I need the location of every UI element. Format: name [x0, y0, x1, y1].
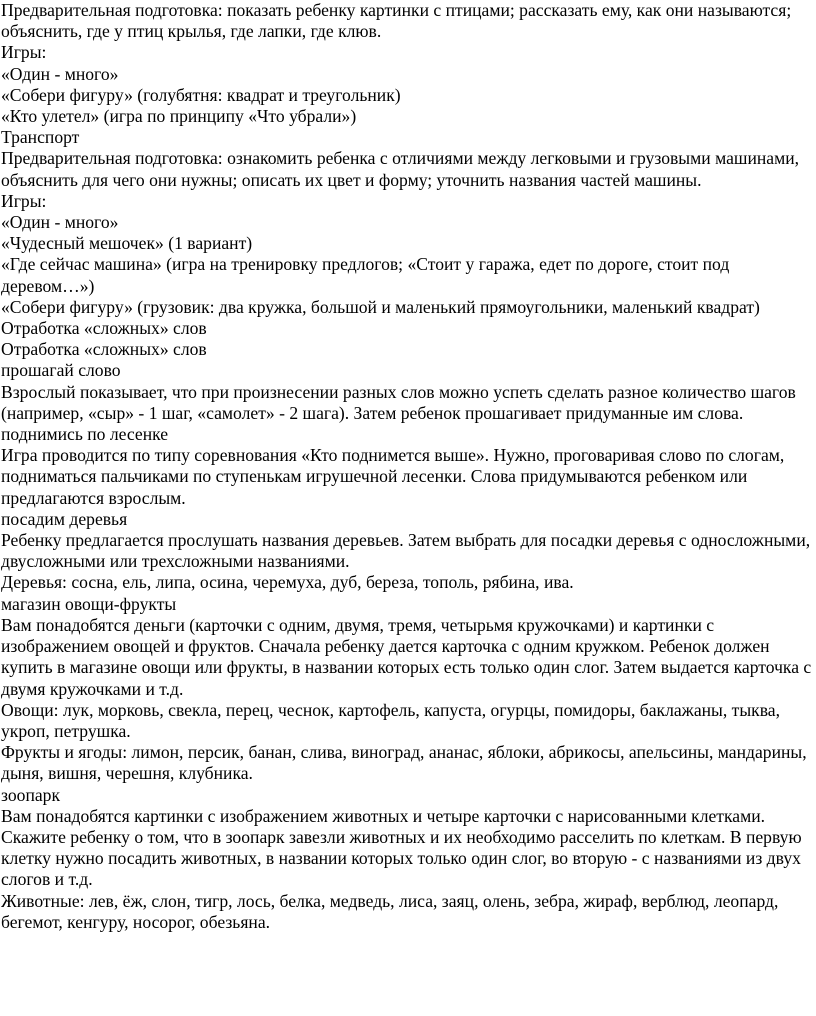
- paragraph-animals-list: Животные: лев, ёж, слон, тигр, лось, белка, медведь, лиса, заяц, олень, зебра, жираф, верблюд, леопард, бегемот, кенгуру, носорог, обезьяна.: [1, 890, 779, 932]
- paragraph-complex-words-2: Отработка «сложных» слов: [1, 339, 207, 360]
- paragraph-ladder-text: Игра проводится по типу соревнования «Кто поднимется выше». Нужно, проговаривая слово по слогам, подниматься пальчиками по ступенькам игрушечной лесенки. Слова придумываются ребенком или предлагаются взрослым.: [1, 445, 785, 508]
- document-body: [1, 0, 813, 933]
- paragraph-shop-text: Вам понадобятся деньги (карточки с одним, двумя, тремя, четырьмя кружочками) и картинки с изображением овощей и фруктов. Сначала ребенку дается карточка с одним кружком. Ребенок должен купить в магазине овощи или фрукты, в названии которых есть только один слог. Затем выдается карточка с двумя кружочками и т.д.: [1, 614, 812, 699]
- paragraph-game-where-car: «Где сейчас машина» (игра на тренировку предлогов; «Стоит у гаража, едет по дороге, стоит под деревом…»): [1, 254, 730, 296]
- paragraph-game-who-flew: «Кто улетел» (игра по принципу «Что убрали»): [1, 106, 357, 127]
- paragraph-game-one-many-2: «Один - много»: [1, 212, 119, 233]
- paragraph-trees-list: Деревья: сосна, ель, липа, осина, черемуха, дуб, береза, тополь, рябина, ива.: [1, 572, 574, 593]
- paragraph-game-build-figure: «Собери фигуру» (голубятня: квадрат и треугольник): [1, 84, 401, 105]
- paragraph-step-word-heading: прошагай слово: [1, 360, 121, 381]
- paragraph-games-heading-2: Игры:: [1, 190, 47, 211]
- paragraph-shop-heading: магазин овощи-фрукты: [1, 593, 177, 614]
- paragraph-zoo-heading: зоопарк: [1, 784, 61, 805]
- paragraph-trees-text: Ребенку предлагается прослушать названия деревьев. Затем выбрать для посадки деревья с односложными, двусложными или трехсложными названиями.: [1, 530, 811, 572]
- paragraph-transport-heading: Транспорт: [1, 127, 80, 148]
- paragraph-fruits-list: Фрукты и ягоды: лимон, персик, банан, слива, виноград, ананас, яблоки, абрикосы, апельсины, мандарины, дыня, вишня, черешня, клубника.: [1, 742, 807, 784]
- paragraph-step-word-text: Взрослый показывает, что при произнесении разных слов можно успеть сделать разное количество шагов (например, «сыр» - 1 шаг, «самолет» - 2 шага). Затем ребенок прошагивает придуманные им слова.: [1, 381, 796, 423]
- paragraph-game-one-many: «Один - много»: [1, 63, 119, 84]
- paragraph-games-heading: Игры:: [1, 42, 47, 63]
- paragraph-game-build-truck: «Собери фигуру» (грузовик: два кружка, большой и маленький прямоугольники, маленький квадрат): [1, 296, 760, 317]
- paragraph-complex-words-1: Отработка «сложных» слов: [1, 318, 207, 339]
- paragraph-game-magic-bag: «Чудесный мешочек» (1 вариант): [1, 233, 253, 254]
- paragraph-trees-heading: посадим деревья: [1, 508, 128, 529]
- paragraph-ladder-heading: поднимись по лесенке: [1, 424, 169, 445]
- paragraph-vegetables-list: Овощи: лук, морковь, свекла, перец, чеснок, картофель, капуста, огурцы, помидоры, баклажаны, тыква, укроп, петрушка.: [1, 699, 780, 741]
- paragraph-transport-prep: Предварительная подготовка: ознакомить ребенка с отличиями между легковыми и грузовыми машинами, объяснить для чего они нужны; описать их цвет и форму; уточнить названия частей машины.: [1, 148, 800, 190]
- paragraph-zoo-text: Вам понадобятся картинки с изображением животных и четыре карточки с нарисованными клетками. Скажите ребенку о том, что в зоопарк завезли животных и их необходимо расселить по клеткам. В первую клетку нужно посадить животных, в названии которых только один слог, во вторую - с названиями из двух слогов и т.д.: [1, 805, 802, 890]
- paragraph-birds-prep: Предварительная подготовка: показать ребенку картинки с птицами; рассказать ему, как они называются; объяснить, где у птиц крылья, где лапки, где клюв.: [1, 0, 792, 42]
